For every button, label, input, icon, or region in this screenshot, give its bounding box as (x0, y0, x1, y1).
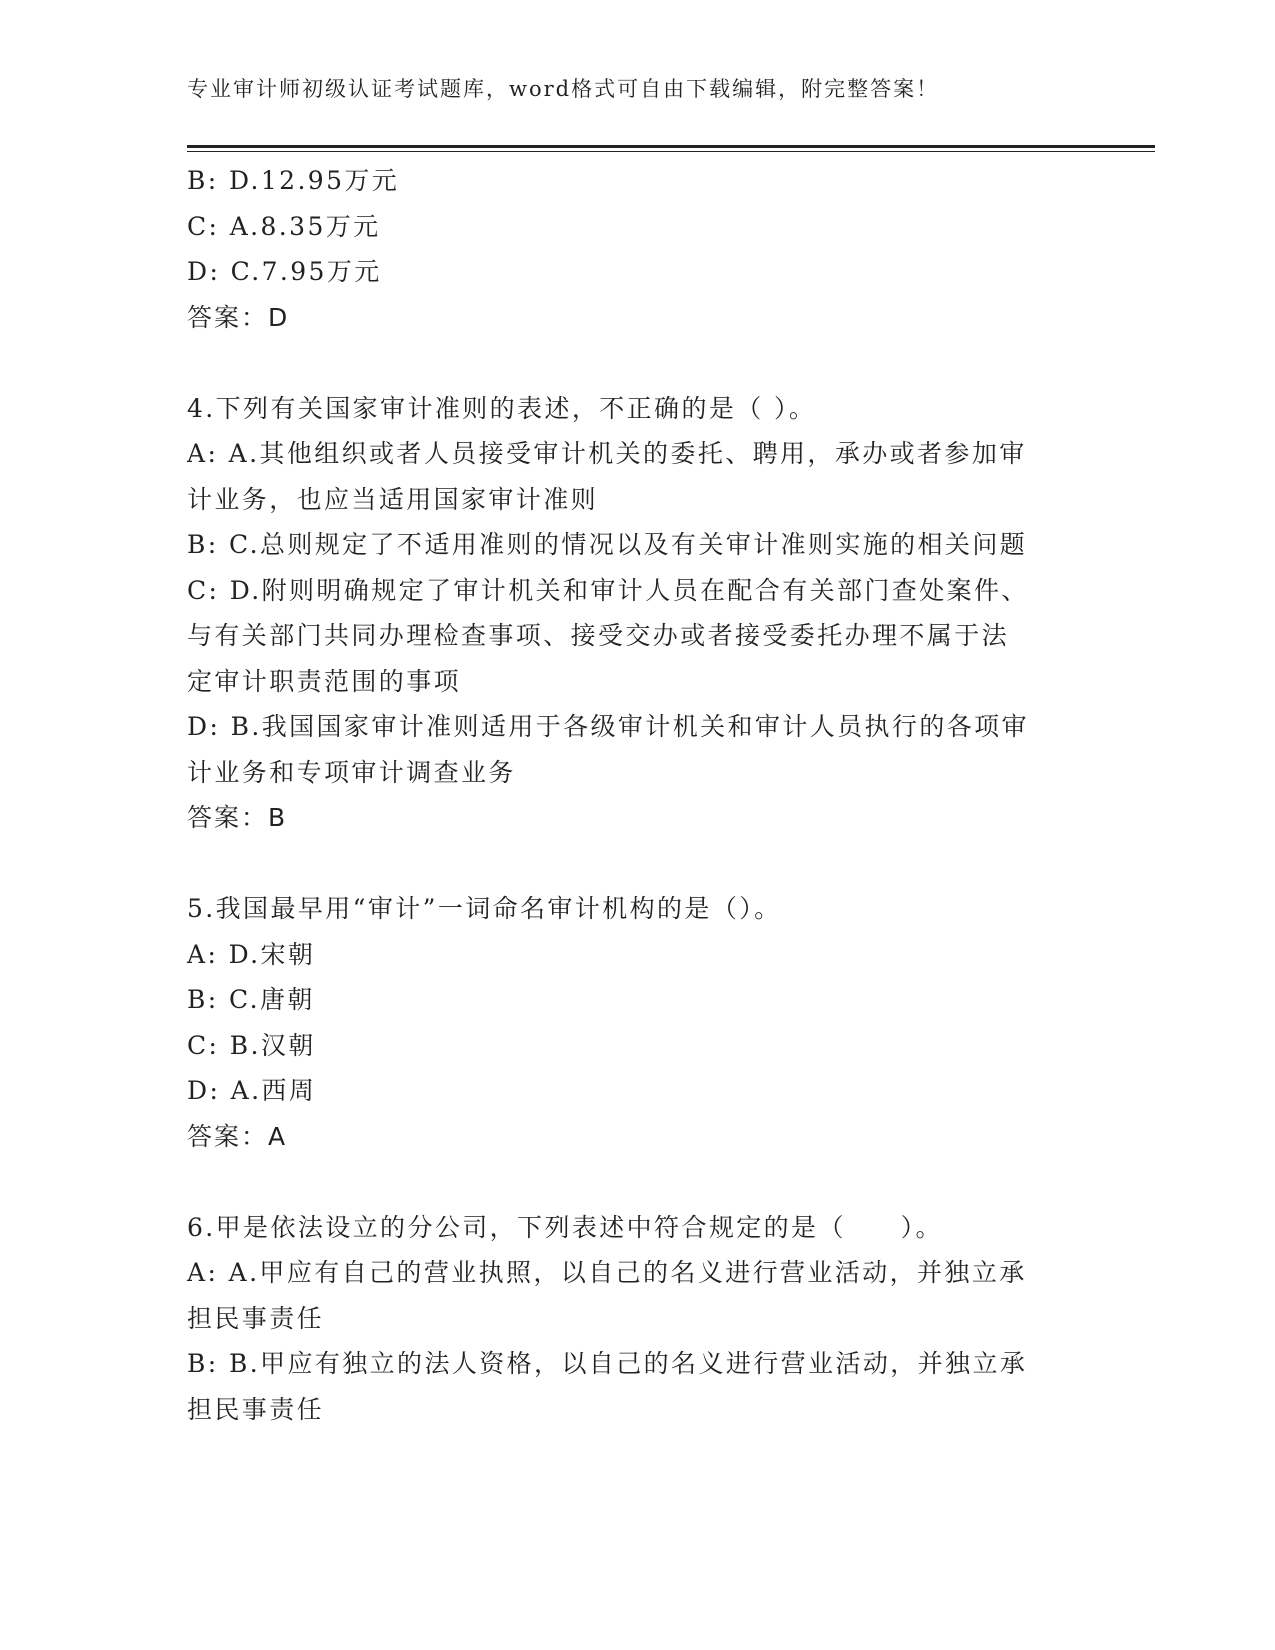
option-line: 计业务和专项审计调查业务 (187, 757, 516, 787)
option-line: B: D.12.95万元 (187, 166, 400, 195)
option-line: 担民事责任 (187, 1394, 325, 1424)
option-line: 与有关部门共同办理检查事项、接受交办或者接受委托办理不属于法 (187, 621, 1010, 650)
page-header: 专业审计师初级认证考试题库，word格式可自由下载编辑，附完整答案！ (187, 77, 940, 101)
question-stem: 6.甲是依法设立的分公司，下列表述中符合规定的是（ ）。 (187, 1212, 943, 1242)
option-line: C: B.汉朝 (187, 1030, 316, 1060)
option-line: 计业务，也应当适用国家审计准则 (187, 484, 599, 514)
option-line: C: D.附则明确规定了审计机关和审计人员在配合有关部门查处案件、 (187, 575, 1029, 605)
question-stem: 5.我国最早用“审计”一词命名审计机构的是（）。 (187, 894, 782, 923)
option-line: 担民事责任 (187, 1303, 325, 1333)
document-body (187, 158, 1092, 1432)
question-stem: 4.下列有关国家审计准则的表述，不正确的是（ ）。 (187, 393, 817, 423)
question-3-continued (187, 158, 1092, 340)
option-line: C: A.8.35万元 (187, 211, 381, 241)
option-line: A: A.其他组织或者人员接受审计机关的委托、聘用，承办或者参加审 (187, 439, 1027, 468)
answer-line: 答案：B (187, 803, 288, 832)
option-line: 定审计职责范围的事项 (187, 666, 462, 696)
option-line: B: C.唐朝 (187, 985, 315, 1014)
question-4 (187, 386, 1092, 841)
option-line: D: B.我国国家审计准则适用于各级审计机关和审计人员执行的各项审 (187, 712, 1029, 741)
option-line: D: C.7.95万元 (187, 257, 382, 286)
question-5 (187, 886, 1092, 1159)
header-divider-thick (187, 145, 1155, 148)
option-line: A: A.甲应有自己的营业执照，以自己的名义进行营业活动，并独立承 (187, 1258, 1027, 1287)
option-line: B: B.甲应有独立的法人资格，以自己的名义进行营业活动，并独立承 (187, 1349, 1028, 1378)
option-line: A: D.宋朝 (187, 939, 316, 969)
option-line: D: A.西周 (187, 1076, 317, 1105)
question-6 (187, 1205, 1092, 1433)
option-line: B: C.总则规定了不适用准则的情况以及有关审计准则实施的相关问题 (187, 530, 1028, 559)
answer-line: 答案：A (187, 1121, 288, 1151)
answer-line: 答案：D (187, 302, 290, 332)
header-divider-thin (187, 151, 1155, 152)
